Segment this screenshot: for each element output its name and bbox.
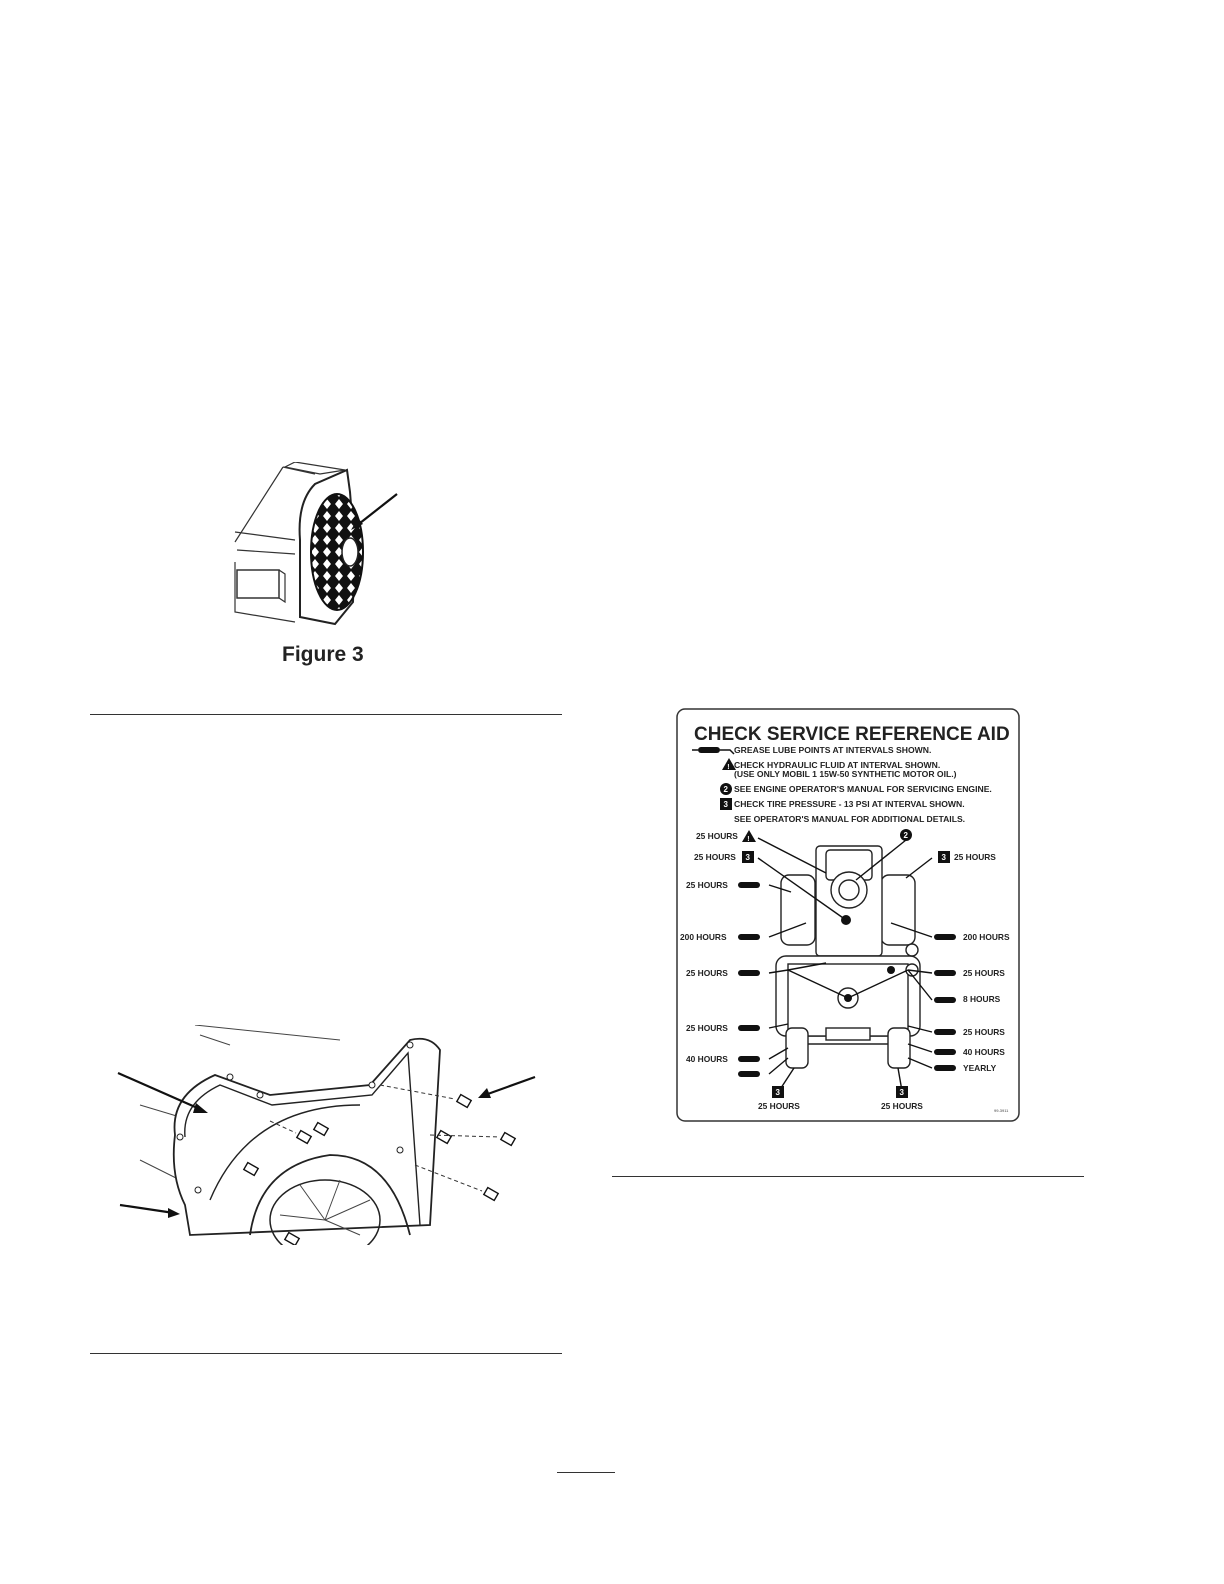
svg-text:3: 3 [775,1088,780,1097]
svg-text:!: ! [727,764,730,771]
blower-housing-screws-illustration [110,1025,540,1245]
legend-oil-note: (USE ONLY MOBIL 1 15W-50 SYNTHETIC MOTOR OIL.) [734,769,957,779]
svg-text:2: 2 [723,785,728,794]
left-label: 25 HOURS [686,1023,728,1033]
check-service-reference-decal [676,708,1020,1122]
right-label: 25 HOURS [963,968,1005,978]
bottom-label: 25 HOURS [881,1101,923,1111]
right-label: 8 HOURS [963,994,1001,1004]
number-2-circle-icon [900,829,912,841]
right-label: 25 HOURS [963,1027,1005,1037]
number-2-circle-icon [720,783,732,795]
section-divider [90,1353,562,1354]
left-label: 25 HOURS [686,880,728,890]
figure-3-caption: Figure 3 [282,643,364,666]
legend-engine: SEE ENGINE OPERATOR'S MANUAL FOR SERVICING ENGINE. [734,784,992,794]
number-3-square-icon [720,798,732,810]
decal-title: CHECK SERVICE REFERENCE AID [694,724,1010,745]
legend-tire: CHECK TIRE PRESSURE - 13 PSI AT INTERVAL SHOWN. [734,799,965,809]
right-label: 200 HOURS [963,932,1010,942]
number-3-square-icon [742,851,754,863]
legend-manual: SEE OPERATOR'S MANUAL FOR ADDITIONAL DETAILS. [734,814,966,824]
page-number-rule [557,1472,615,1473]
svg-text:3: 3 [899,1088,904,1097]
right-label: YEARLY [963,1063,997,1073]
svg-text:3: 3 [941,853,946,862]
number-3-square-icon [896,1086,908,1098]
svg-text:2: 2 [903,831,908,840]
legend-grease: GREASE LUBE POINTS AT INTERVALS SHOWN. [734,745,932,755]
right-label: 25 HOURS [954,852,996,862]
left-label: 25 HOURS [694,852,736,862]
number-3-square-icon [772,1086,784,1098]
legend-hydraulic: CHECK HYDRAULIC FLUID AT INTERVAL SHOWN. [734,760,941,770]
figure-3-engine-screen-illustration [225,462,405,632]
section-divider [612,1176,1084,1177]
left-label: 25 HOURS [696,831,738,841]
decal-code: 99-3911 [994,1108,1009,1113]
right-label: 40 HOURS [963,1047,1005,1057]
left-label: 25 HOURS [686,968,728,978]
svg-text:!: ! [747,836,750,843]
number-3-square-icon [938,851,950,863]
bottom-label: 25 HOURS [758,1101,800,1111]
left-label: 200 HOURS [680,932,727,942]
left-label: 40 HOURS [686,1054,728,1064]
section-divider [90,714,562,715]
svg-text:3: 3 [723,800,728,809]
svg-text:3: 3 [745,853,750,862]
